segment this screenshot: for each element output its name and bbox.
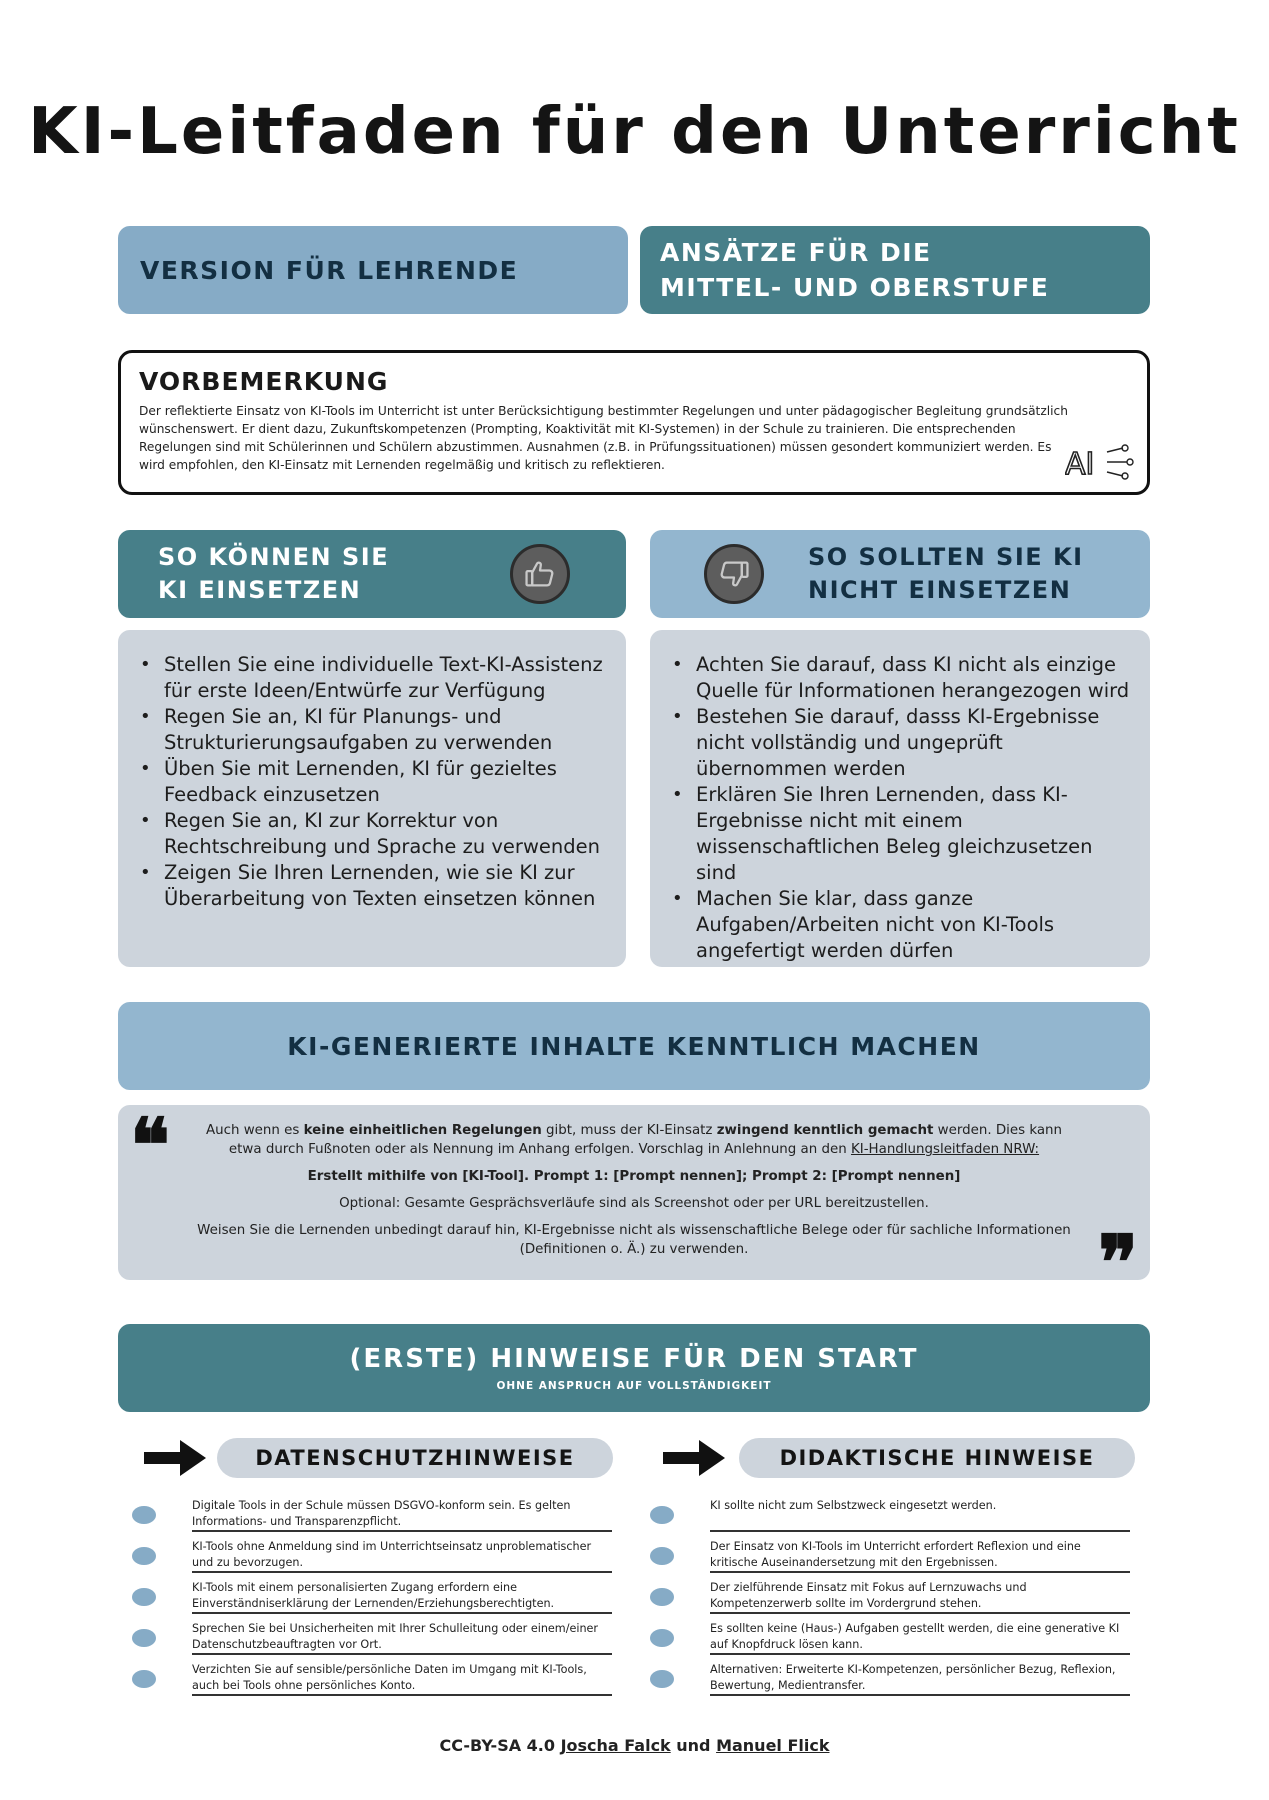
footer-license xyxy=(0,1736,1269,1755)
start-hints-subtitle: OHNE ANSPRUCH AUF VOLLSTÄNDIGKEIT xyxy=(496,1380,772,1392)
label-ai-content-heading-text: KI-GENERIERTE INHALTE KENNTLICH MACHEN xyxy=(287,1031,981,1061)
can-use-heading-line-2: KI EINSETZEN xyxy=(158,576,362,604)
nrw-guide-link[interactable]: KI-Handlungsleitfaden NRW: xyxy=(850,1142,1040,1157)
quote-close-icon: ❞ xyxy=(1098,1220,1138,1306)
version-banner xyxy=(118,226,628,314)
version-banner-label: VERSION FÜR LEHRENDE xyxy=(140,255,519,285)
quote-paragraph-optional: Optional: Gesamte Gesprächsverläufe sind als Screenshot oder per URL bereitzustellen. xyxy=(339,1196,929,1211)
didactic-list xyxy=(650,1494,1130,1699)
quote-text: werden. Dies kann etwa durch Fußnoten oder als Nennung im Anhang erfolgen. Vorschlag in Anlehnung an den xyxy=(228,1123,1063,1157)
list-item xyxy=(650,1658,1130,1699)
list-item-text: Digitale Tools in der Schule müssen DSGVO-konform sein. Es gelten Informations- und Transparenzpflicht. xyxy=(192,1494,612,1532)
quote-bold-text: keine einheitlichen Regelungen xyxy=(303,1123,542,1138)
thumbs-up-icon xyxy=(510,544,570,604)
bullet-dot-icon xyxy=(132,1629,156,1647)
author-link-falck[interactable]: Joscha Falck xyxy=(560,1736,671,1755)
start-hints-title: (ERSTE) HINWEISE FÜR DEN START xyxy=(349,1344,919,1374)
bullet-dot-icon xyxy=(650,1588,674,1606)
bullet-dot-icon xyxy=(650,1547,674,1565)
list-item-text: Verzichten Sie auf sensible/persönliche Daten im Umgang mit KI-Tools, auch bei Tools ohne persönliches Konto. xyxy=(192,1658,612,1696)
can-use-heading-line-1: SO KÖNNEN SIE xyxy=(158,543,390,571)
bullet-dot-icon xyxy=(132,1547,156,1565)
quote-open-icon: ❝ xyxy=(130,1103,170,1189)
license-text: CC-BY-SA 4.0 xyxy=(439,1736,561,1755)
ai-logo-icon xyxy=(1065,442,1135,482)
quote-text: Auch wenn es xyxy=(205,1123,304,1138)
list-item: • Regen Sie an, KI zur Korrektur von Rechtschreibung und Sprache zu verwenden xyxy=(138,808,606,860)
list-item: • Üben Sie mit Lernenden, KI für gezieltes Feedback einzusetzen xyxy=(138,756,606,808)
should-not-use-heading-line-1: SO SOLLTEN SIE KI xyxy=(808,543,1084,571)
data-protection-list xyxy=(132,1494,612,1699)
thumbs-down-icon xyxy=(704,544,764,604)
list-item-text: Der Einsatz von KI-Tools im Unterricht erfordert Reflexion und eine kritische Auseinandersetzung mit den Ergebnissen. xyxy=(710,1535,1130,1573)
list-item-text: Der zielführende Einsatz mit Fokus auf Lernzuwachs und Kompetenzerwerb sollte im Vordergrund stehen. xyxy=(710,1576,1130,1614)
list-item: • Achten Sie darauf, dass KI nicht als einzige Quelle für Informationen herangezogen wird xyxy=(670,652,1130,704)
bullet-dot-icon xyxy=(132,1670,156,1688)
quote-box xyxy=(118,1103,1150,1306)
list-item xyxy=(650,1617,1130,1658)
ai-logo-text: AI xyxy=(1065,447,1095,482)
quote-paragraph-4: Weisen Sie die Lernenden unbedingt darauf hin, KI-Ergebnisse nicht als wissenschaftliche Belege oder für sachliche Informationen (Definitionen o. Ä.) zu verwenden. xyxy=(197,1223,1071,1257)
author-link-flick[interactable]: Manuel Flick xyxy=(716,1736,830,1755)
list-item xyxy=(132,1494,612,1535)
start-hints-heading xyxy=(118,1324,1150,1412)
list-item-text: Es sollten keine (Haus-) Aufgaben gestellt werden, die eine generative KI auf Knopfdruck lösen kann. xyxy=(710,1617,1130,1655)
list-item xyxy=(132,1617,612,1658)
can-use-list xyxy=(138,652,606,912)
footer-and-text: und xyxy=(670,1736,717,1755)
data-protection-label-text: DATENSCHUTZHINWEISE xyxy=(255,1446,575,1470)
bullet-dot-icon xyxy=(132,1506,156,1524)
preliminary-note-title: VORBEMERKUNG xyxy=(139,367,389,396)
approach-line-2: MITTEL- UND OBERSTUFE xyxy=(660,273,1050,302)
quote-bold-text: zwingend kenntlich gemacht xyxy=(716,1123,934,1138)
bullet-dot-icon xyxy=(650,1670,674,1688)
list-item-text: Alternativen: Erweiterte KI-Kompetenzen, persönlicher Bezug, Reflexion, Bewertung, Medientransfer. xyxy=(710,1658,1130,1696)
didactic-label-text: DIDAKTISCHE HINWEISE xyxy=(779,1446,1095,1470)
list-item xyxy=(132,1658,612,1699)
arrow-right-icon xyxy=(144,1440,206,1476)
list-item: • Stellen Sie eine individuelle Text-KI-Assistenz für erste Ideen/Entwürfe zur Verfügung xyxy=(138,652,606,704)
page-title: KI-Leitfaden für den Unterricht xyxy=(28,95,1241,169)
label-ai-content-heading xyxy=(118,1002,1150,1090)
list-item-text: KI-Tools mit einem personalisierten Zugang erfordern eine Einverständniserklärung der Lernenden/Erziehungsberechtigten. xyxy=(192,1576,612,1614)
list-item xyxy=(650,1494,1130,1535)
should-not-use-list xyxy=(670,652,1130,964)
approach-line-1: ANSÄTZE FÜR DIE xyxy=(660,238,932,267)
data-protection-label xyxy=(217,1438,613,1478)
list-item: • Bestehen Sie darauf, dasss KI-Ergebnisse nicht vollständig und ungeprüft übernommen werden xyxy=(670,704,1130,782)
list-item-text: KI sollte nicht zum Selbstzweck eingesetzt werden. xyxy=(710,1494,1130,1532)
quote-paragraph-1 xyxy=(188,1121,1080,1159)
bullet-dot-icon xyxy=(132,1588,156,1606)
list-item: • Regen Sie an, KI für Planungs- und Strukturierungsaufgaben zu verwenden xyxy=(138,704,606,756)
preliminary-note-text: Der reflektierte Einsatz von KI-Tools im Unterricht ist unter Berücksichtigung bestimmter Regelungen und unter pädagogischer Begleitung grundsätzlich wünschenswert. Er dient dazu, Zukunftskompetenzen (Prompting, Koaktivität mit KI-Systemen) in der Schule zu trainieren. Die entsprechenden Regelungen sind mit Schülerinnen und Schülern abzustimmen. Ausnahmen (z.B. in Prüfungssituationen) müssen gesondert kommuniziert werden. Es wird empfohlen, den KI-Einsatz mit Lernenden regelmäßig und kritisch zu reflektieren. xyxy=(139,404,1068,472)
should-not-use-heading-line-2: NICHT EINSETZEN xyxy=(808,576,1072,604)
list-item xyxy=(650,1535,1130,1576)
list-item: • Erklären Sie Ihren Lernenden, dass KI-Ergebnisse nicht mit einem wissenschaftlichen Beleg gleichzusetzen sind xyxy=(670,782,1130,886)
quote-citation-template: Erstellt mithilfe von [KI-Tool]. Prompt 1: [Prompt nennen]; Prompt 2: [Prompt nennen] xyxy=(307,1169,961,1184)
arrow-right-icon xyxy=(663,1440,725,1476)
list-item xyxy=(132,1576,612,1617)
bullet-dot-icon xyxy=(650,1506,674,1524)
bullet-dot-icon xyxy=(650,1629,674,1647)
can-use-list-box xyxy=(118,630,626,967)
preliminary-note-box xyxy=(118,350,1150,495)
quote-text: gibt, muss der KI-Einsatz xyxy=(541,1123,717,1138)
list-item-text: Sprechen Sie bei Unsicherheiten mit Ihrer Schulleitung oder einem/einer Datenschutzbeauftragten vor Ort. xyxy=(192,1617,612,1655)
list-item xyxy=(650,1576,1130,1617)
list-item xyxy=(132,1535,612,1576)
should-not-use-list-box xyxy=(650,630,1150,967)
list-item: • Zeigen Sie Ihren Lernenden, wie sie KI zur Überarbeitung von Texten einsetzen können xyxy=(138,860,606,912)
approach-banner xyxy=(640,226,1150,314)
list-item-text: KI-Tools ohne Anmeldung sind im Unterrichtseinsatz unproblematischer und zu bevorzugen. xyxy=(192,1535,612,1573)
list-item: • Machen Sie klar, dass ganze Aufgaben/Arbeiten nicht von KI-Tools angefertigt werden dürfen xyxy=(670,886,1130,964)
didactic-label xyxy=(739,1438,1135,1478)
